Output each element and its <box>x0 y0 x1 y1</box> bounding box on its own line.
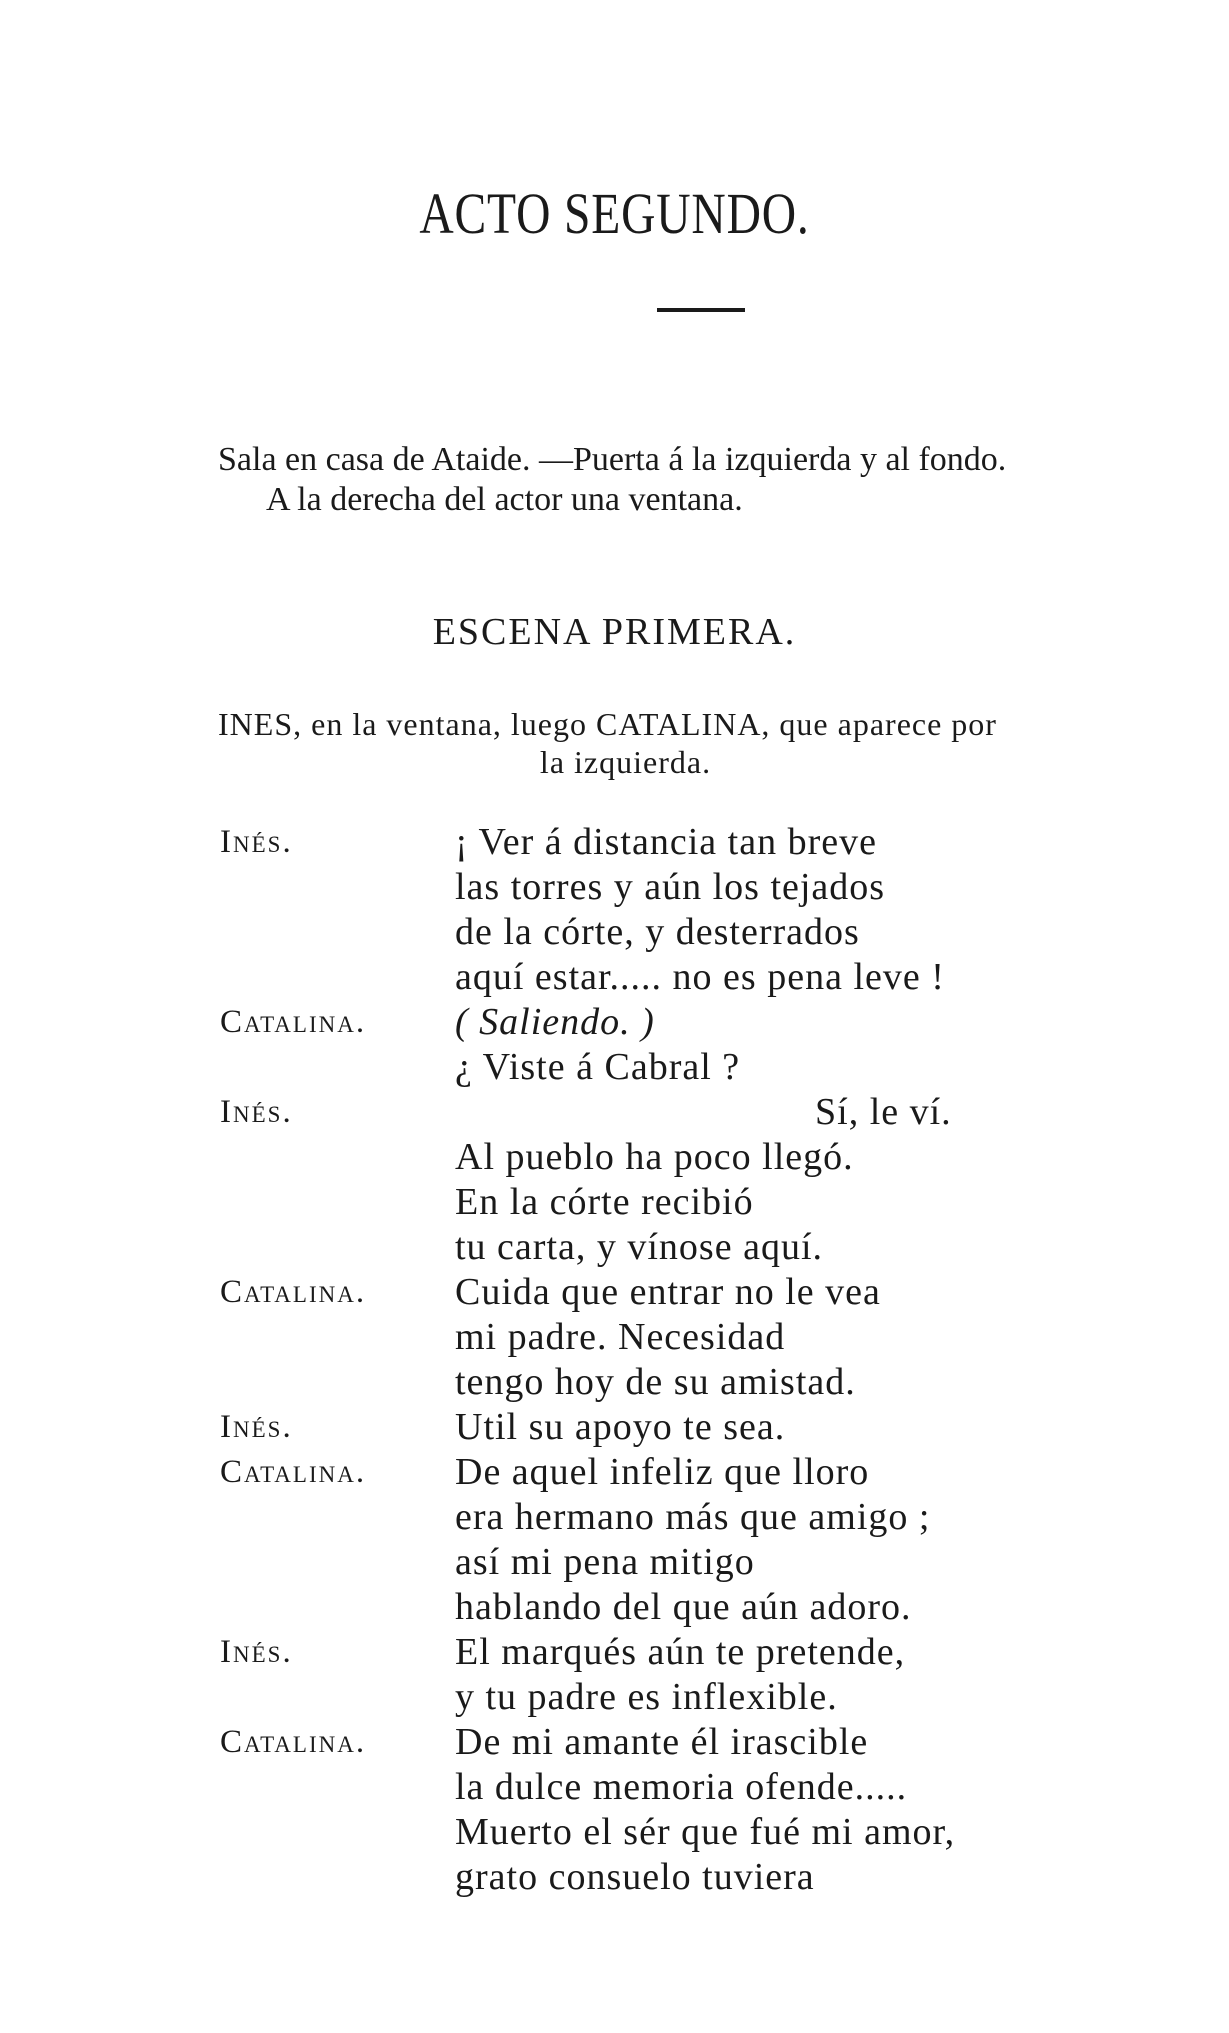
dialogue-turn <box>220 1630 1180 1720</box>
verse-line: Util su apoyo te sea. <box>455 1406 786 1448</box>
title-rule <box>657 308 745 312</box>
verse-line: ¡ Ver á distancia tan breve <box>455 821 877 863</box>
verse-line: la dulce memoria ofende..... <box>455 1766 908 1808</box>
verse-line: tu carta, y vínose aquí. <box>455 1226 824 1268</box>
dialogue-turn <box>220 1720 1180 1900</box>
speaker-name: Inés. <box>220 1634 293 1670</box>
verse-line: El marqués aún te pretende, <box>455 1631 906 1673</box>
verse-line: Al pueblo ha poco llegó. <box>455 1136 854 1178</box>
verse-line: las torres y aún los tejados <box>455 866 886 908</box>
verse-line: era hermano más que amigo ; <box>455 1496 931 1538</box>
dialogue <box>220 820 1180 1900</box>
verse-line: De mi amante él irascible <box>455 1721 869 1763</box>
verse-line: hablando del que aún adoro. <box>455 1586 912 1628</box>
verse-line: mi padre. Necesidad <box>455 1316 786 1358</box>
verse-line: de la córte, y desterrados <box>455 911 860 953</box>
act-title: ACTO SEGUNDO. <box>419 181 810 246</box>
verse-line: grato consuelo tuviera <box>455 1856 815 1898</box>
verse-line: En la córte recibió <box>455 1181 754 1223</box>
setting-line-2: A la derecha del actor una ventana. <box>266 481 743 518</box>
speaker-name: Inés. <box>220 1409 293 1445</box>
speaker-name: Catalina. <box>220 1454 367 1490</box>
speaker-name: Catalina. <box>220 1724 367 1760</box>
dialogue-turn <box>220 1270 1180 1405</box>
speaker-name: Catalina. <box>220 1274 367 1310</box>
verse-line: ¿ Viste á Cabral ? <box>455 1046 741 1088</box>
scene-cast <box>218 705 1198 781</box>
dialogue-turn <box>220 1405 1180 1450</box>
verse-line: así mi pena mitigo <box>455 1541 755 1583</box>
speaker-name: Inés. <box>220 824 293 860</box>
verse-line: Cuida que entrar no le vea <box>455 1271 881 1313</box>
speaker-name: Catalina. <box>220 1004 367 1040</box>
cast-line-1: INES, en la ventana, luego CATALINA, que aparece por <box>218 706 997 742</box>
verse-line: Sí, le ví. <box>815 1091 952 1133</box>
verse-line: Muerto el sér que fué mi amor, <box>455 1811 956 1853</box>
verse-line: De aquel infeliz que lloro <box>455 1451 870 1493</box>
scene-title: ESCENA PRIMERA. <box>432 611 797 653</box>
dialogue-turn <box>220 1000 1180 1090</box>
verse-line: y tu padre es inflexible. <box>455 1676 838 1718</box>
dialogue-turn <box>220 1450 1180 1630</box>
verse-line: aquí estar..... no es pena leve ! <box>455 956 945 998</box>
verse-line: tengo hoy de su amistad. <box>455 1361 856 1403</box>
dialogue-turn <box>220 1090 1180 1270</box>
stage-direction: ( Saliendo. ) <box>455 1001 655 1043</box>
stage-setting <box>218 440 1188 520</box>
speaker-name: Inés. <box>220 1094 293 1130</box>
dialogue-turn <box>220 820 1180 1000</box>
setting-line-1: Sala en casa de Ataide. —Puerta á la izquierda y al fondo. <box>218 441 1007 478</box>
cast-line-2: la izquierda. <box>539 744 712 780</box>
